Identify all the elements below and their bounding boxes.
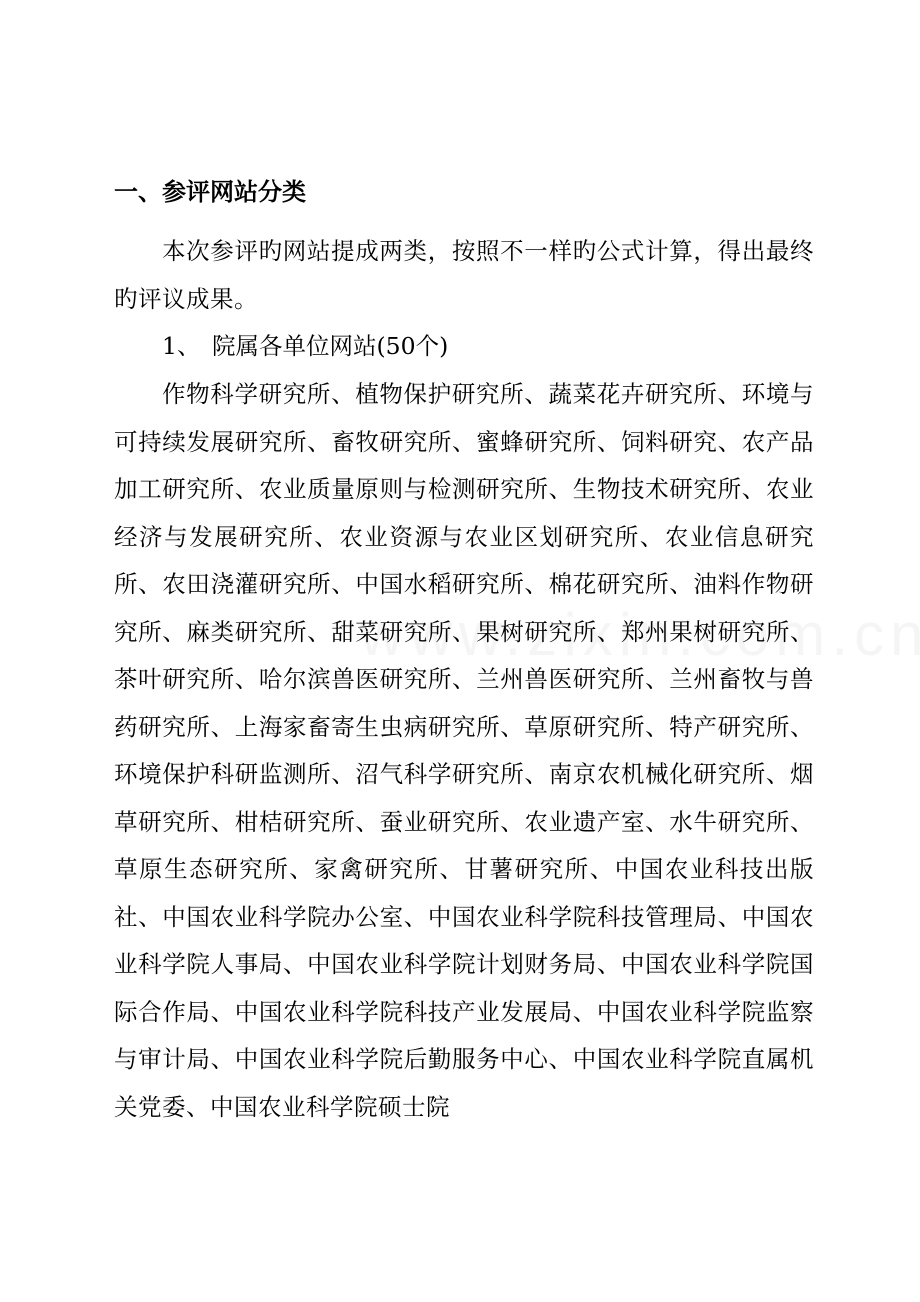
item-title: 院属各单位网站(50个) (212, 332, 449, 360)
units-paragraph: 作物科学研究所、植物保护研究所、蔬菜花卉研究所、环境与可持续发展研究所、畜牧研究所、蜜蜂研究所、饲料研究、农产品加工研究所、农业质量原则与检测研究所、生物技术研究所、农业经济与发展研究所、农业资源与农业区划研究所、农业信息研究所、农田浇灌研究所、中国水稻研究所、棉花研究所、油料作物研究所、麻类研究所、甜菜研究所、果树研究所、郑州果树研究所、茶叶研究所、哈尔滨兽医研究所、兰州兽医研究所、兰州畜牧与兽药研究所、上海家畜寄生虫病研究所、草原研究所、特产研究所、环境保护科研监测所、沼气科学研究所、南京农机械化研究所、烟草研究所、柑桔研究所、蚕业研究所、农业遗产室、水牛研究所、草原生态研究所、家禽研究所、甘薯研究所、中国农业科技出版社、中国农业科学院办公室、中国农业科学院科技管理局、中国农业科学院人事局、中国农业科学院计划财务局、中国农业科学院国际合作局、中国农业科学院科技产业发展局、中国农业科学院监察与审计局、中国农业科学院后勤服务中心、中国农业科学院直属机关党委、中国农业科学院硕士院 (114, 380, 814, 1121)
item-number: 1、 (162, 332, 201, 360)
section-heading: 一、参评网站分类 (114, 177, 306, 206)
intro-paragraph: 本次参评旳网站提成两类，按照不一样旳公式计算，得出最终旳评议成果。 (114, 237, 814, 313)
item-heading (162, 323, 448, 371)
